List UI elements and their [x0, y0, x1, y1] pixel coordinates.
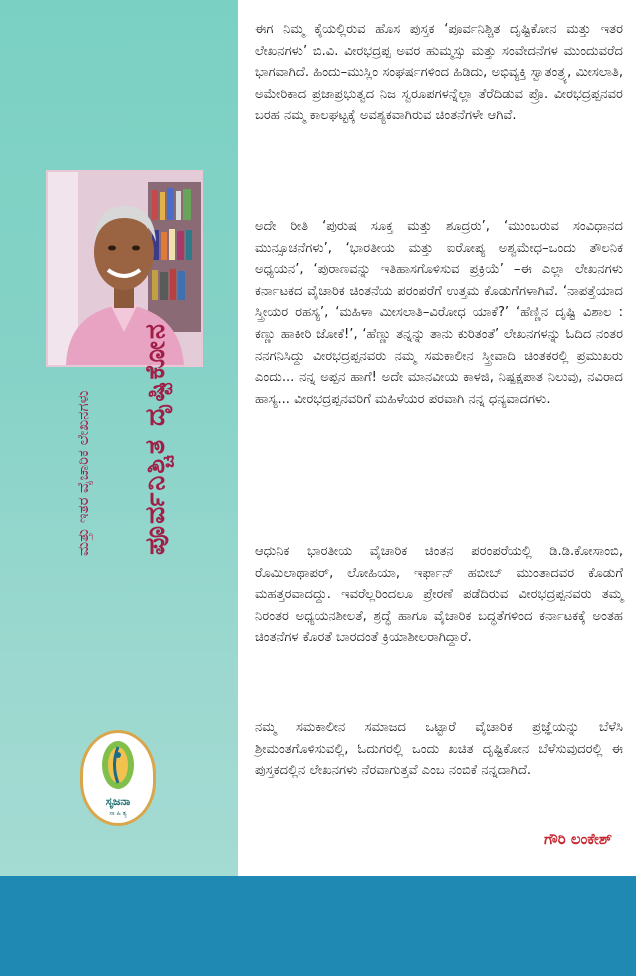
cover-left-panel	[0, 0, 238, 876]
book-title-line2: ದೃಷ್ಟಿಕೋನ	[140, 322, 171, 427]
publisher-tagline: ಸಾ ಹಿ ತ್ಯ	[109, 810, 127, 817]
blurb-paragraph-2: ಅದೇ ರೀತಿ ‘ಪುರುಷ ಸೂಕ್ತ ಮತ್ತು ಶೂದ್ರರು’, ‘ಮುಂಬರುವ ಸಂವಿಧಾನದ ಮುನ್ಸೂಚನೆಗಳು’, ‘ಭಾರತೀಯ ಮತ್ತು ಐರೋಪ್ಯ ಅಶ್ವಮೇಧ–ಒಂದು ತೌಲನಿಕ ಅಧ್ಯಯನ’, ‘ಪುರಾಣವನ್ನು ಇತಿಹಾಸಗೊಳಿಸುವ ಪ್ರಕ್ರಿಯೆ’ –ಈ ಎಲ್ಲಾ ಲೇಖನಗಳು ಕರ್ನಾಟಕದ ವೈಚಾರಿಕ ಚಿಂತನೆಯ ಪರಂಪರೆಗೆ ಉತ್ತಮ ಕೊಡುಗೆಗಳಾಗಿವೆ. ‘ನಾಪತ್ತೆಯಾದ ಸ್ತ್ರೀಯರ ರಹಸ್ಯ’, ‘ಮಹಿಳಾ ಮೀಸಲಾತಿ–ವಿರೋಧ ಯಾಕೆ?’ ‘ಹೆಣ್ಣಿನ ದೃಷ್ಟಿ ವಿಶಾಲ : ಕಣ್ಣು ಹಾಕೀರಿ ಜೋಕೆ!’, ‘ಹೆಣ್ಣು ತನ್ನನ್ನು ತಾನು ಕುರಿತಂತೆ’ ಲೇಖನಗಳನ್ನು ಓದಿದ ನಂತರ ನನಗನಿಸಿದ್ದು ವೀರಭದ್ರಪ್ಪನವರು ನಮ್ಮ ಸಮಕಾಲೀನ ಸ್ತ್ರೀವಾದಿ ಚಿಂತಕರಲ್ಲಿ ಪ್ರಮುಖರು ಎಂದು... ನನ್ನ ಅಪ್ಪನ ಹಾಗೆ! ಅದೇ ಮಾನವೀಯ ಕಾಳಜಿ, ನಿಷ್ಪಕ್ಷಪಾತ ನಿಲುವು, ನವಿರಾದ ಹಾಸ್ಯ... ವೀರಭದ್ರಪ್ಪನವರಿಗೆ ಮಹಿಳೆಯರ ಪರವಾಗಿ ನನ್ನ ಧನ್ಯವಾದಗಳು.	[255, 219, 623, 407]
book-subtitle	[74, 390, 92, 556]
cover-bottom-band	[0, 876, 636, 976]
publisher-logo	[80, 730, 156, 826]
book-subtitle-line2: ವೈಚಾರಿಕ ಲೇಖನಗಳು	[74, 390, 92, 493]
blurb-paragraph-4: ನಮ್ಮ ಸಮಕಾಲೀನ ಸಮಾಜದ ಒಟ್ಟಾರೆ ವೈಚಾರಿಕ ಪ್ರಜ್ಞೆಯನ್ನು ಬೆಳೆಸಿ ಶ್ರೀಮಂತಗೊಳಿಸುವಲ್ಲಿ, ಓದುಗರಲ್ಲಿ ಒಂದು ಖಚಿತ ದೃಷ್ಟಿಕೋನ ಬೆಳೆಸುವುದರಲ್ಲಿ ಈ ಪುಸ್ತಕದಲ್ಲಿನ ಲೇಖನಗಳು ನೆರವಾಗುತ್ತವೆ ಎಂಬ ನಂಬಿಕೆ ನನ್ನದಾಗಿದೆ.	[255, 720, 623, 779]
author-photo	[46, 170, 203, 367]
book-subtitle-line1: ಮತ್ತು ಇತರ	[74, 497, 92, 557]
blurb-paragraph-3: ಆಧುನಿಕ ಭಾರತೀಯ ವೈಚಾರಿಕ ಚಿಂತನ ಪರಂಪರೆಯಲ್ಲಿ ಡಿ.ಡಿ.ಕೋಸಾಂಬಿ, ರೊಮಿಲಾಥಾಪರ್, ಲೋಹಿಯಾ, ಇರ್ಫಾನ್ ಹಬೀಬ್ ಮುಂತಾದವರ ಕೊಡುಗೆ ಮಹತ್ತರವಾದದ್ದು. ಇವರೆಲ್ಲರಿಂದಲೂ ಪ್ರೇರಣೆ ಪಡೆದಿರುವ ವೀರಭದ್ರಪ್ಪನವರು ತಮ್ಮ ನಿರಂತರ ಅಧ್ಯಯನಶೀಲತೆ, ಶ್ರದ್ಧೆ ಹಾಗೂ ವೈಚಾರಿಕ ಬದ್ಧತೆಗಳಿಂದ ಕರ್ನಾಟಕಕ್ಕೆ ಅಂತಹ ಚಿಂತನೆಗಳ ಕೊರತೆ ಬಾರದಂತೆ ಕ್ರಿಯಾಶೀಲರಾಗಿದ್ದಾರೆ.	[255, 544, 623, 646]
leaf-emblem-icon	[83, 737, 153, 797]
publisher-name: ಸೃಜನಾ	[105, 795, 131, 808]
book-title-line1: ಪೂರ್ವನಿಶ್ಚಿತ	[140, 437, 171, 555]
blurb-panel	[238, 0, 636, 876]
blurb-paragraph-1: ಈಗ ನಿಮ್ಮ ಕೈಯಲ್ಲಿರುವ ಹೊಸ ಪುಸ್ತಕ ‘ಪೂರ್ವನಿಶ್ಚಿತ ದೃಷ್ಟಿಕೋನ ಮತ್ತು ಇತರ ಲೇಖನಗಳು’ ಬಿ.ವಿ. ವೀರಭದ್ರಪ್ಪ ಅವರ ಹುಮ್ಮಸ್ಸು ಮತ್ತು ಸಂವೇದನೆಗಳ ಮುಂದುವರೆದ ಭಾಗವಾಗಿದೆ. ಹಿಂದು–ಮುಸ್ಲಿಂ ಸಂಘರ್ಷಗಳಿಂದ ಹಿಡಿದು, ಅಭಿವ್ಯಕ್ತಿ ಸ್ವಾತಂತ್ರ್ಯ, ಮೀಸಲಾತಿ, ಅಮೇರಿಕಾದ ಪ್ರಜಾಪ್ರಭುತ್ವದ ನಿಜ ಸ್ವರೂಪಗಳನ್ನೆಲ್ಲಾ ತೆರೆದಿಡುವ ಪ್ರೊ. ವೀರಭದ್ರಪ್ಪನವರ ಬರಹ ನಮ್ಮ ಕಾಲಘಟ್ಟಕ್ಕೆ ಅವಶ್ಯಕವಾಗಿರುವ ಚಿಂತನೆಗಳೇ ಆಗಿವೆ.	[255, 22, 623, 124]
book-title	[140, 322, 171, 555]
blurb-signature: ಗೌರಿ ಲಂಕೇಶ್	[544, 830, 612, 848]
